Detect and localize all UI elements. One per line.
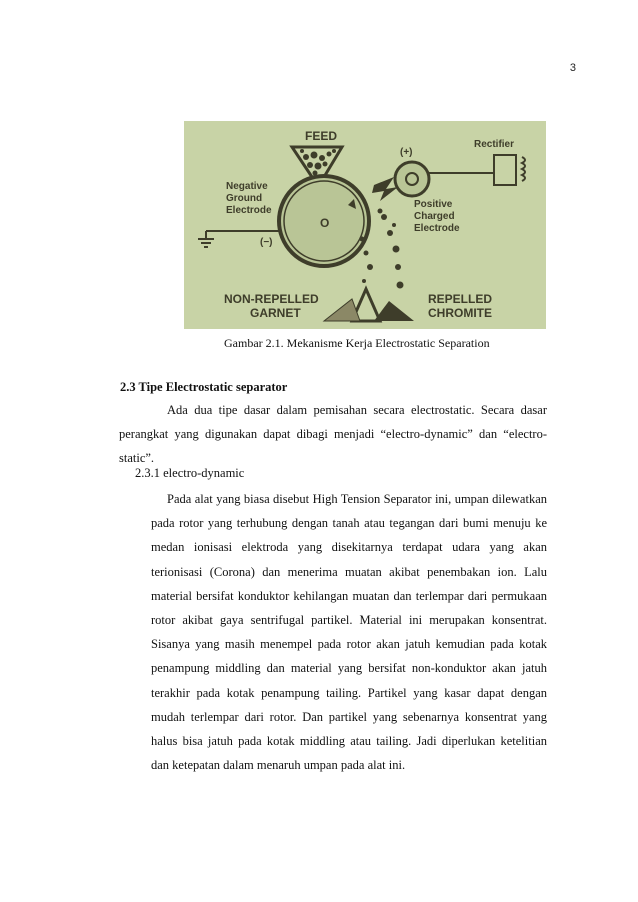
- subsection-heading: 2.3.1 electro-dynamic: [135, 466, 245, 480]
- rectifier-label: Rectifier: [474, 139, 515, 150]
- body-paragraph: Pada alat yang biasa disebut High Tension Separator ini, umpan dilewatkan pada rotor yang terhubung dengan tanah atau tegangan dari bumi menuju ke medan ionisasi elektroda yang disekitarnya terdapat udara yang akan terionisasi (Corona) dan menerima muatan akibat penembakan ion. Lalu material bersifat konduktor kehilangan muatan dan terlempar dari permukaan rotor akibat gaya sentrifugal partikel. Material ini merupakan konsentrat. Sisanya yang masih menempel pada rotor akan jatuh kemudian pada kotak penampung middling dan material yang bersifat non-konduktor akan jatuh terakhir pada kotak penampung tailing. Partikel yang kasar dapat dengan mudah terlempar dari rotor. Dan partikel yang sebenarnya konsentrat yang halus bisa jatuh pada kotak middling atau tailing. Jadi diperlukan ketelitian dan ketepatan dalam menaruh umpan pada alat ini.: [151, 492, 547, 773]
- feed-label: FEED: [305, 129, 338, 143]
- negative-ground-label-3: Electrode: [226, 205, 272, 216]
- page-number: 3: [569, 62, 576, 74]
- negative-ground-label-1: Negative: [226, 181, 268, 192]
- negative-ground-label-2: Ground: [226, 193, 263, 204]
- electrostatic-separator-figure: [184, 121, 546, 329]
- positive-label-2: Charged: [414, 211, 455, 222]
- rotor-label: O: [320, 216, 330, 230]
- positive-label-1: Positive: [414, 199, 453, 210]
- positive-label-3: Electrode: [414, 223, 460, 234]
- plus-label: (+): [400, 147, 413, 158]
- non-repelled-label: NON-REPELLED: [224, 292, 319, 306]
- positive-electrode: [395, 162, 429, 196]
- separator-diagram: [184, 121, 546, 329]
- chromite-label: CHROMITE: [428, 306, 492, 320]
- figure-caption-text: Gambar 2.1. Mekanisme Kerja Electrostatic Separation: [224, 336, 490, 350]
- garnet-label: GARNET: [250, 306, 301, 320]
- minus-label: (−): [260, 237, 273, 248]
- section-heading: 2.3 Tipe Electrostatic separator: [120, 380, 288, 394]
- intro-paragraph: Ada dua tipe dasar dalam pemisahan secara electrostatic. Secara dasar perangkat yang digunakan dapat dibagi menjadi “electro-dynamic” dan “electro-static”.: [119, 403, 547, 466]
- repelled-label: REPELLED: [428, 292, 493, 306]
